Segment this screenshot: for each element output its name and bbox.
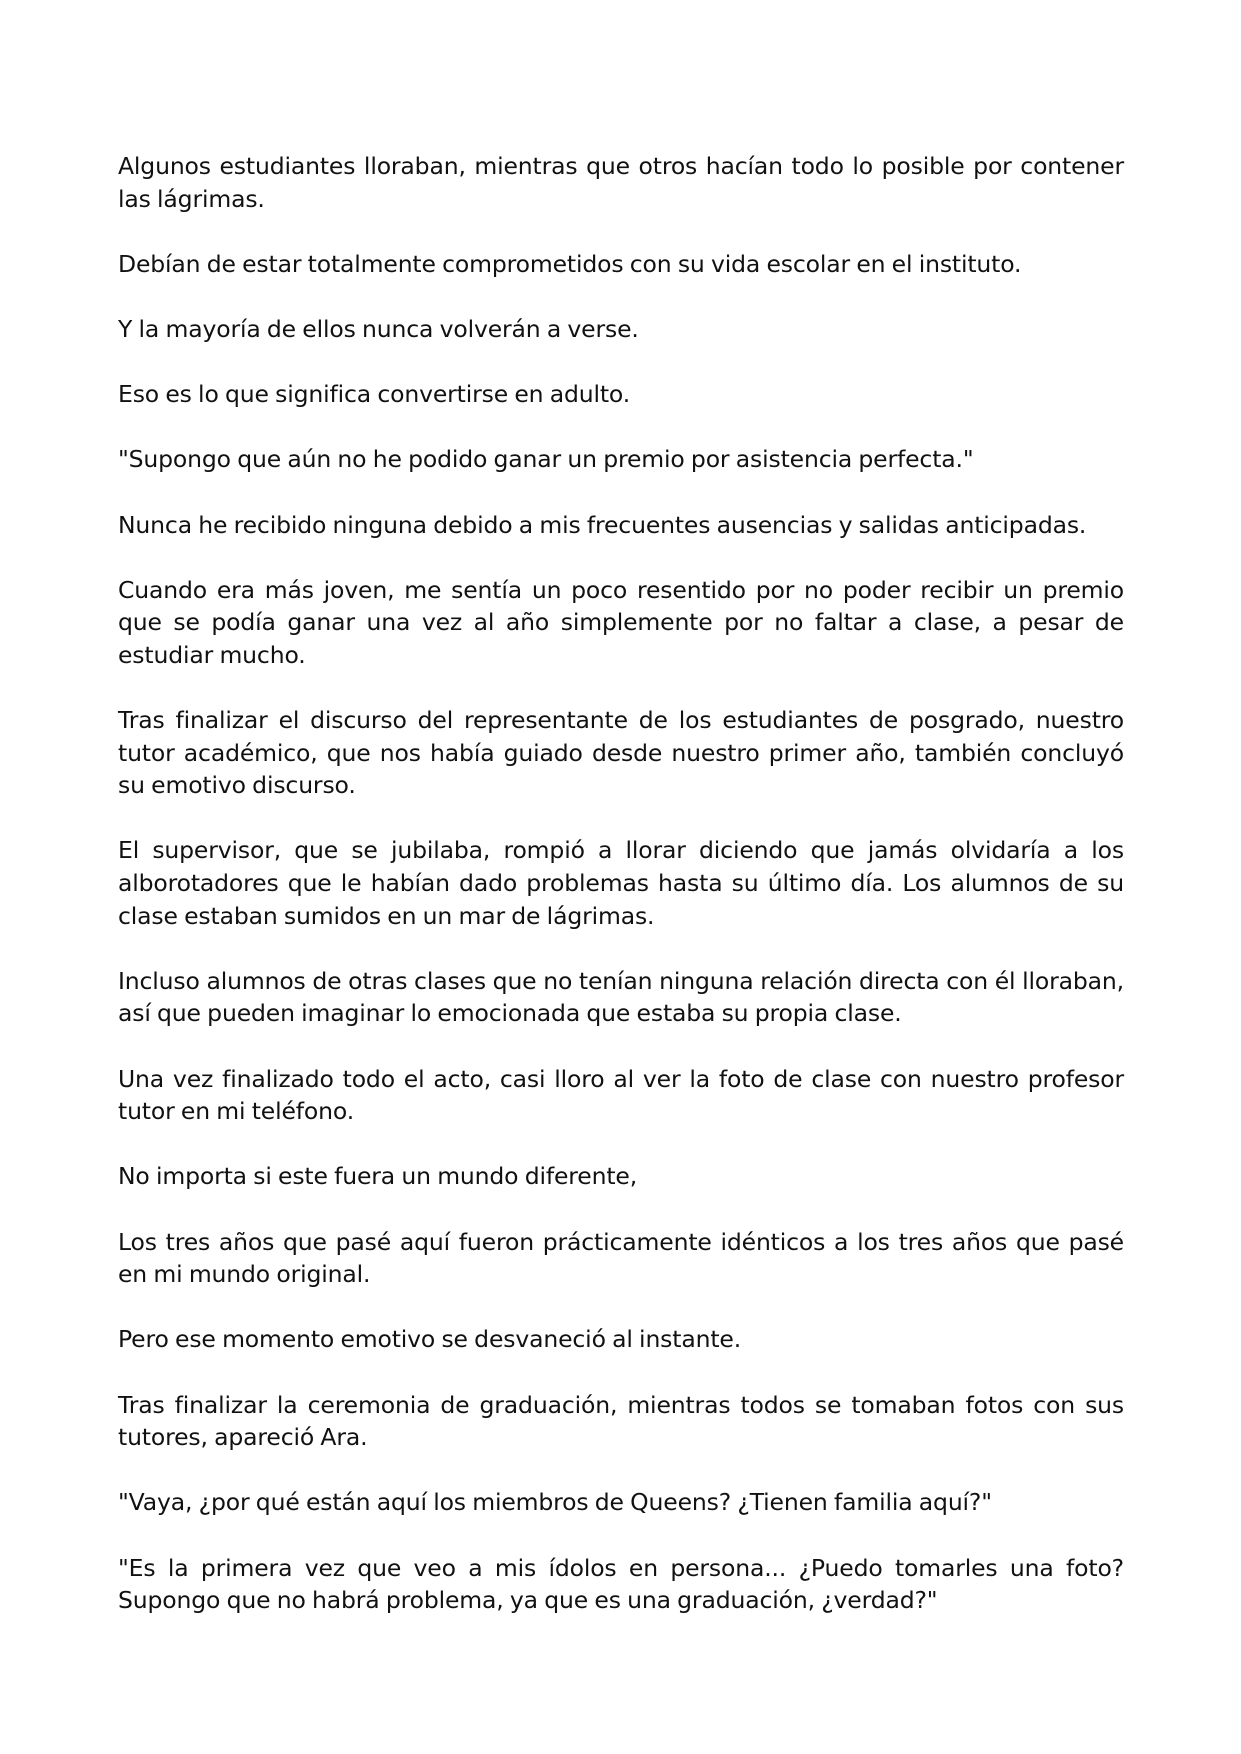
paragraph-4: Eso es lo que significa convertirse en adulto.	[118, 380, 631, 409]
paragraph-8: Tras finalizar el discurso del representante de los estudiantes de posgrado, nuestro tutor académico, que nos había guiado desde nuestro primer año, también concluyó su emotivo discurso.	[118, 706, 1124, 800]
paragraph-16: "Vaya, ¿por qué están aquí los miembros de Queens? ¿Tienen familia aquí?"	[118, 1488, 992, 1517]
paragraph-14: Pero ese momento emotivo se desvaneció al instante.	[118, 1325, 742, 1354]
paragraph-10: Incluso alumnos de otras clases que no tenían ninguna relación directa con él lloraban, así que pueden imaginar lo emocionada que estaba su propia clase.	[118, 966, 1124, 1028]
paragraph-11: Una vez finalizado todo el acto, casi lloro al ver la foto de clase con nuestro profesor tutor en mi teléfono.	[118, 1064, 1124, 1126]
document-body	[118, 150, 1124, 1649]
paragraph-3: Y la mayoría de ellos nunca volverán a verse.	[118, 314, 639, 343]
paragraph-5: "Supongo que aún no he podido ganar un premio por asistencia perfecta."	[118, 445, 974, 474]
paragraph-15: Tras finalizar la ceremonia de graduación, mientras todos se tomaban fotos con sus tutores, apareció Ara.	[118, 1390, 1124, 1452]
paragraph-9: El supervisor, que se jubilaba, rompió a llorar diciendo que jamás olvidaría a los alborotadores que le habían dado problemas hasta su último día. Los alumnos de su clase estaban sumidos en un mar de lágrimas.	[118, 836, 1124, 930]
paragraph-2: Debían de estar totalmente comprometidos con su vida escolar en el instituto.	[118, 249, 1022, 278]
paragraph-12: No importa si este fuera un mundo diferente,	[118, 1162, 638, 1191]
paragraph-17: "Es la primera vez que veo a mis ídolos en persona... ¿Puedo tomarles una foto? Supongo que no habrá problema, ya que es una graduación, ¿verdad?"	[118, 1553, 1124, 1615]
paragraph-1: Algunos estudiantes lloraban, mientras que otros hacían todo lo posible por contener las lágrimas.	[118, 152, 1124, 213]
paragraph-6: Nunca he recibido ninguna debido a mis frecuentes ausencias y salidas anticipadas.	[118, 510, 1087, 539]
paragraph-7: Cuando era más joven, me sentía un poco resentido por no poder recibir un premio que se podía ganar una vez al año simplemente por no faltar a clase, a pesar de estudiar mucho.	[118, 575, 1124, 669]
paragraph-13: Los tres años que pasé aquí fueron prácticamente idénticos a los tres años que pasé en mi mundo original.	[118, 1227, 1124, 1289]
